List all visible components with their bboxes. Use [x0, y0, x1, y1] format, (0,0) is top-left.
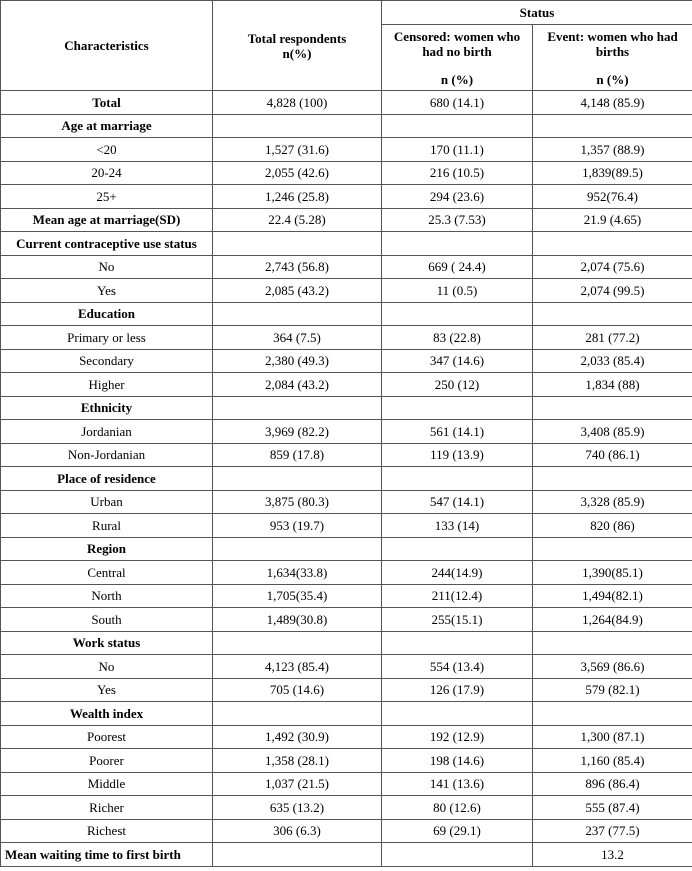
- row-label: Higher: [1, 373, 213, 397]
- cell-event: 1,839(89.5): [533, 161, 692, 185]
- cell-censored: 347 (14.6): [382, 349, 533, 373]
- cell-censored: 69 (29.1): [382, 819, 533, 843]
- cell-censored: 11 (0.5): [382, 279, 533, 303]
- header-censored-unit: n (%): [382, 69, 533, 91]
- cell-total: 2,055 (42.6): [213, 161, 382, 185]
- cell-censored: 669 ( 24.4): [382, 255, 533, 279]
- row-label: Yes: [1, 279, 213, 303]
- header-total-respondents: [213, 1, 382, 91]
- cell-total: 3,969 (82.2): [213, 420, 382, 444]
- cell-event: 21.9 (4.65): [533, 208, 692, 232]
- cell-censored: 80 (12.6): [382, 796, 533, 820]
- header-total-respondents-unit: n(%): [282, 45, 312, 61]
- cell-total: [213, 396, 382, 420]
- row-label: Poorer: [1, 749, 213, 773]
- row-label: Non-Jordanian: [1, 443, 213, 467]
- cell-event: 3,408 (85.9): [533, 420, 692, 444]
- cell-censored: 250 (12): [382, 373, 533, 397]
- table-row: [1, 678, 692, 702]
- cell-total: 635 (13.2): [213, 796, 382, 820]
- cell-event: 13.2: [533, 843, 692, 867]
- cell-total: 859 (17.8): [213, 443, 382, 467]
- cell-event: 1,494(82.1): [533, 584, 692, 608]
- cell-censored: 198 (14.6): [382, 749, 533, 773]
- table-row: [1, 843, 692, 867]
- cell-censored: [382, 631, 533, 655]
- table-body: [1, 91, 692, 867]
- section-label: Current contraceptive use status: [1, 232, 213, 256]
- cell-total: 1,358 (28.1): [213, 749, 382, 773]
- table-row: [1, 373, 692, 397]
- cell-total: [213, 467, 382, 491]
- cell-censored: 211(12.4): [382, 584, 533, 608]
- section-row: [1, 631, 692, 655]
- table-row: [1, 490, 692, 514]
- cell-censored: 554 (13.4): [382, 655, 533, 679]
- cell-censored: [382, 537, 533, 561]
- section-label: Work status: [1, 631, 213, 655]
- row-label: 20-24: [1, 161, 213, 185]
- cell-total: 3,875 (80.3): [213, 490, 382, 514]
- cell-event: [533, 702, 692, 726]
- cell-censored: 216 (10.5): [382, 161, 533, 185]
- table-row: [1, 561, 692, 585]
- cell-event: 820 (86): [533, 514, 692, 538]
- row-label: Middle: [1, 772, 213, 796]
- header-event: Event: women who had births: [533, 25, 692, 70]
- section-label: Region: [1, 537, 213, 561]
- row-label: Urban: [1, 490, 213, 514]
- table-row: [1, 655, 692, 679]
- cell-event: [533, 114, 692, 138]
- cell-total: 364 (7.5): [213, 326, 382, 350]
- cell-censored: [382, 843, 533, 867]
- cell-total: 4,123 (85.4): [213, 655, 382, 679]
- cell-event: 579 (82.1): [533, 678, 692, 702]
- cell-total: 22.4 (5.28): [213, 208, 382, 232]
- cell-total: 705 (14.6): [213, 678, 382, 702]
- cell-censored: 294 (23.6): [382, 185, 533, 209]
- table-row: [1, 443, 692, 467]
- table-row: [1, 326, 692, 350]
- cell-event: 237 (77.5): [533, 819, 692, 843]
- cell-total: [213, 843, 382, 867]
- section-row: [1, 114, 692, 138]
- cell-event: 1,834 (88): [533, 373, 692, 397]
- row-label: Secondary: [1, 349, 213, 373]
- section-label: Ethnicity: [1, 396, 213, 420]
- cell-event: [533, 302, 692, 326]
- table-row: [1, 608, 692, 632]
- row-label: North: [1, 584, 213, 608]
- table-row: [1, 796, 692, 820]
- section-row: [1, 302, 692, 326]
- cell-censored: [382, 702, 533, 726]
- table-row: [1, 161, 692, 185]
- table-row: [1, 208, 692, 232]
- table-row: [1, 349, 692, 373]
- cell-total: 1,492 (30.9): [213, 725, 382, 749]
- row-label: South: [1, 608, 213, 632]
- section-row: [1, 537, 692, 561]
- table-row: [1, 514, 692, 538]
- row-label: Poorest: [1, 725, 213, 749]
- cell-total: 1,705(35.4): [213, 584, 382, 608]
- cell-event: 3,328 (85.9): [533, 490, 692, 514]
- cell-total: [213, 537, 382, 561]
- cell-censored: 192 (12.9): [382, 725, 533, 749]
- cell-censored: [382, 302, 533, 326]
- table-row: [1, 772, 692, 796]
- cell-censored: [382, 396, 533, 420]
- row-label: Mean waiting time to first birth: [1, 843, 213, 867]
- cell-total: 1,489(30.8): [213, 608, 382, 632]
- table-row: [1, 138, 692, 162]
- cell-event: 1,300 (87.1): [533, 725, 692, 749]
- cell-total: 1,037 (21.5): [213, 772, 382, 796]
- cell-event: 1,390(85.1): [533, 561, 692, 585]
- table-row: [1, 420, 692, 444]
- cell-censored: [382, 467, 533, 491]
- table-row: [1, 279, 692, 303]
- cell-total: 1,527 (31.6): [213, 138, 382, 162]
- cell-event: 2,074 (75.6): [533, 255, 692, 279]
- table-row: [1, 185, 692, 209]
- section-label: Age at marriage: [1, 114, 213, 138]
- cell-total: 953 (19.7): [213, 514, 382, 538]
- cell-censored: 547 (14.1): [382, 490, 533, 514]
- row-label: Total: [1, 91, 213, 115]
- cell-censored: 126 (17.9): [382, 678, 533, 702]
- row-label: Primary or less: [1, 326, 213, 350]
- cell-total: 2,084 (43.2): [213, 373, 382, 397]
- cell-total: [213, 302, 382, 326]
- cell-total: 1,246 (25.8): [213, 185, 382, 209]
- cell-censored: 119 (13.9): [382, 443, 533, 467]
- cell-censored: [382, 232, 533, 256]
- row-label: Yes: [1, 678, 213, 702]
- cell-event: 740 (86.1): [533, 443, 692, 467]
- row-label: No: [1, 655, 213, 679]
- cell-total: [213, 114, 382, 138]
- cell-censored: 255(15.1): [382, 608, 533, 632]
- cell-total: [213, 631, 382, 655]
- cell-total: 4,828 (100): [213, 91, 382, 115]
- section-row: [1, 232, 692, 256]
- header-status: Status: [382, 1, 692, 25]
- cell-censored: [382, 114, 533, 138]
- cell-event: 2,033 (85.4): [533, 349, 692, 373]
- cell-event: 555 (87.4): [533, 796, 692, 820]
- cell-censored: 133 (14): [382, 514, 533, 538]
- table-row: [1, 819, 692, 843]
- cell-event: [533, 537, 692, 561]
- table-row: [1, 725, 692, 749]
- row-label: Central: [1, 561, 213, 585]
- table-row: [1, 749, 692, 773]
- section-label: Education: [1, 302, 213, 326]
- cell-event: 281 (77.2): [533, 326, 692, 350]
- cell-censored: 244(14.9): [382, 561, 533, 585]
- cell-total: [213, 702, 382, 726]
- cell-total: 2,380 (49.3): [213, 349, 382, 373]
- cell-censored: 25.3 (7.53): [382, 208, 533, 232]
- section-label: Wealth index: [1, 702, 213, 726]
- header-characteristics: Characteristics: [1, 1, 213, 91]
- header-total-respondents-label: Total respondents: [247, 30, 347, 46]
- section-row: [1, 467, 692, 491]
- cell-censored: 170 (11.1): [382, 138, 533, 162]
- cell-total: 2,085 (43.2): [213, 279, 382, 303]
- header-event-unit: n (%): [533, 69, 692, 91]
- cell-censored: 141 (13.6): [382, 772, 533, 796]
- cell-event: 952(76.4): [533, 185, 692, 209]
- cell-event: 4,148 (85.9): [533, 91, 692, 115]
- cell-event: 2,074 (99.5): [533, 279, 692, 303]
- cell-event: 1,160 (85.4): [533, 749, 692, 773]
- cell-total: [213, 232, 382, 256]
- header-censored: Censored: women who had no birth: [382, 25, 533, 70]
- cell-total: 2,743 (56.8): [213, 255, 382, 279]
- row-label: Rural: [1, 514, 213, 538]
- row-label: No: [1, 255, 213, 279]
- row-label: Mean age at marriage(SD): [1, 208, 213, 232]
- cell-censored: 83 (22.8): [382, 326, 533, 350]
- row-label: Richest: [1, 819, 213, 843]
- table-row: [1, 584, 692, 608]
- cell-event: [533, 467, 692, 491]
- section-row: [1, 702, 692, 726]
- row-label: 25+: [1, 185, 213, 209]
- section-row: [1, 396, 692, 420]
- table-row: [1, 255, 692, 279]
- row-label: Richer: [1, 796, 213, 820]
- cell-event: 3,569 (86.6): [533, 655, 692, 679]
- cell-total: 306 (6.3): [213, 819, 382, 843]
- cell-censored: 561 (14.1): [382, 420, 533, 444]
- cell-event: [533, 631, 692, 655]
- row-label: Jordanian: [1, 420, 213, 444]
- cell-event: 1,264(84.9): [533, 608, 692, 632]
- cell-total: 1,634(33.8): [213, 561, 382, 585]
- cell-event: 896 (86.4): [533, 772, 692, 796]
- cell-event: [533, 396, 692, 420]
- row-label: <20: [1, 138, 213, 162]
- cell-event: 1,357 (88.9): [533, 138, 692, 162]
- section-label: Place of residence: [1, 467, 213, 491]
- table-row: [1, 91, 692, 115]
- cell-event: [533, 232, 692, 256]
- cell-censored: 680 (14.1): [382, 91, 533, 115]
